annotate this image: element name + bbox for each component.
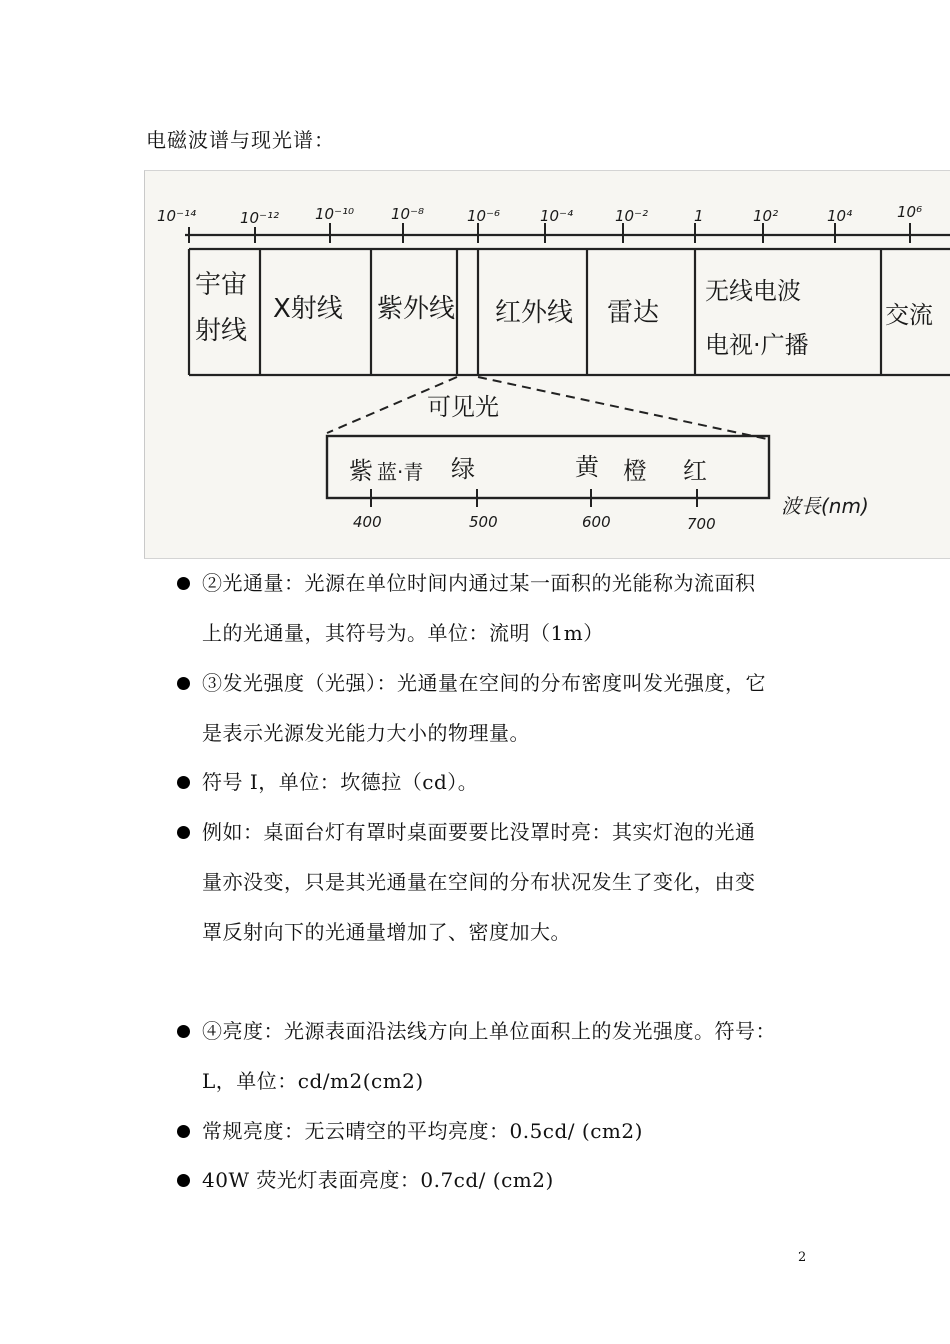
bullet-line: ④亮度：光源表面沿法线方向上单位面积上的发光强度。符号：	[202, 1019, 776, 1043]
nm-tick-label: 500	[469, 513, 498, 531]
tick-label: 10⁴	[827, 207, 853, 225]
bullet-item	[170, 1155, 820, 1205]
color-label: 黄	[575, 453, 599, 481]
band-label: 雷达	[607, 298, 660, 328]
tick-label: 10⁻¹⁴	[157, 207, 197, 225]
tick-label: 10²	[753, 207, 779, 225]
color-label: 紫	[349, 457, 373, 485]
bullet-dot-icon	[177, 1174, 190, 1187]
band-label: 交流	[885, 301, 933, 329]
bullet-line: 上的光通量，其符号为。单位：流明（1m）	[202, 621, 604, 645]
bullet-dot-icon	[177, 577, 190, 590]
tick-label: 1	[694, 207, 704, 225]
tick-label: 10⁻¹²	[240, 209, 280, 227]
color-label: 橙	[623, 457, 647, 485]
bullet-line: 例如：桌面台灯有罩时桌面要要比没罩时亮：其实灯泡的光通	[202, 820, 756, 844]
page-heading: 电磁波谱与现光谱：	[146, 128, 335, 152]
wavelength-unit-label: 波長(nm)	[781, 494, 869, 518]
color-label: 红	[683, 457, 707, 485]
bullet-line: 40W 荧光灯表面亮度：0.7cd/ (cm2)	[202, 1168, 554, 1192]
bullet-dot-icon	[177, 1025, 190, 1038]
band-label: X射线	[273, 294, 343, 324]
bullet-line: L，单位：cd/m2(cm2)	[202, 1069, 424, 1093]
band-label: 宇宙	[195, 270, 248, 300]
color-label: 蓝·青	[377, 460, 424, 484]
bullet-item	[170, 757, 820, 807]
visible-color-labels	[349, 453, 707, 485]
tick-label: 10⁻²	[615, 207, 649, 225]
band-label: 射线	[195, 316, 248, 346]
tick-label: 10⁻⁸	[391, 205, 425, 223]
bullet-item	[170, 558, 820, 658]
bullet-item	[170, 807, 820, 957]
tick-label: 10⁶	[897, 203, 923, 221]
bullet-line: 罩反射向下的光通量增加了、密度加大。	[202, 920, 571, 944]
bullet-dot-icon	[177, 776, 190, 789]
nm-tick-labels	[353, 513, 716, 533]
nm-tick-label: 400	[353, 513, 382, 531]
tick-label: 10⁻⁴	[540, 207, 574, 225]
bullet-line: 是表示光源发光能力大小的物理量。	[202, 721, 530, 745]
bullet-item	[170, 1006, 820, 1106]
tick-label: 10⁻⁶	[467, 207, 501, 225]
bullet-line: ③发光强度（光强）：光通量在空间的分布密度叫发光强度，它	[202, 671, 766, 695]
bullet-line: 常规亮度：无云晴空的平均亮度：0.5cd/ (cm2)	[202, 1119, 643, 1143]
spectrum-diagram	[145, 171, 950, 558]
color-label: 绿	[451, 455, 475, 483]
bullet-item	[170, 1106, 820, 1156]
bullet-line: 量亦没变，只是其光通量在空间的分布状况发生了变化，由变	[202, 870, 756, 894]
tick-label: 10⁻¹⁰	[315, 205, 355, 223]
band-label: 红外线	[495, 298, 574, 328]
visible-projection-lines	[327, 377, 767, 439]
band-label: 无线电波	[705, 277, 801, 305]
band-label: 紫外线	[377, 294, 456, 324]
bullet-item	[170, 658, 820, 758]
page-number: 2	[798, 1250, 807, 1265]
bullet-line: 符号 I，单位：坎德拉（cd）。	[202, 770, 479, 794]
bullet-dot-icon	[177, 1125, 190, 1138]
nm-tick-label: 600	[582, 513, 611, 531]
bullet-dot-icon	[177, 677, 190, 690]
scale-tick-labels	[157, 203, 922, 227]
nm-tick-label: 700	[687, 515, 716, 533]
visible-light-label: 可见光	[427, 393, 499, 421]
bullet-line: ②光通量：光源在单位时间内通过某一面积的光能称为流面积	[202, 571, 756, 595]
scale-ticks	[189, 223, 910, 243]
band-labels	[195, 270, 933, 359]
bullet-dot-icon	[177, 826, 190, 839]
band-label: 电视·广播	[705, 331, 809, 359]
spectrum-figure	[144, 170, 950, 559]
